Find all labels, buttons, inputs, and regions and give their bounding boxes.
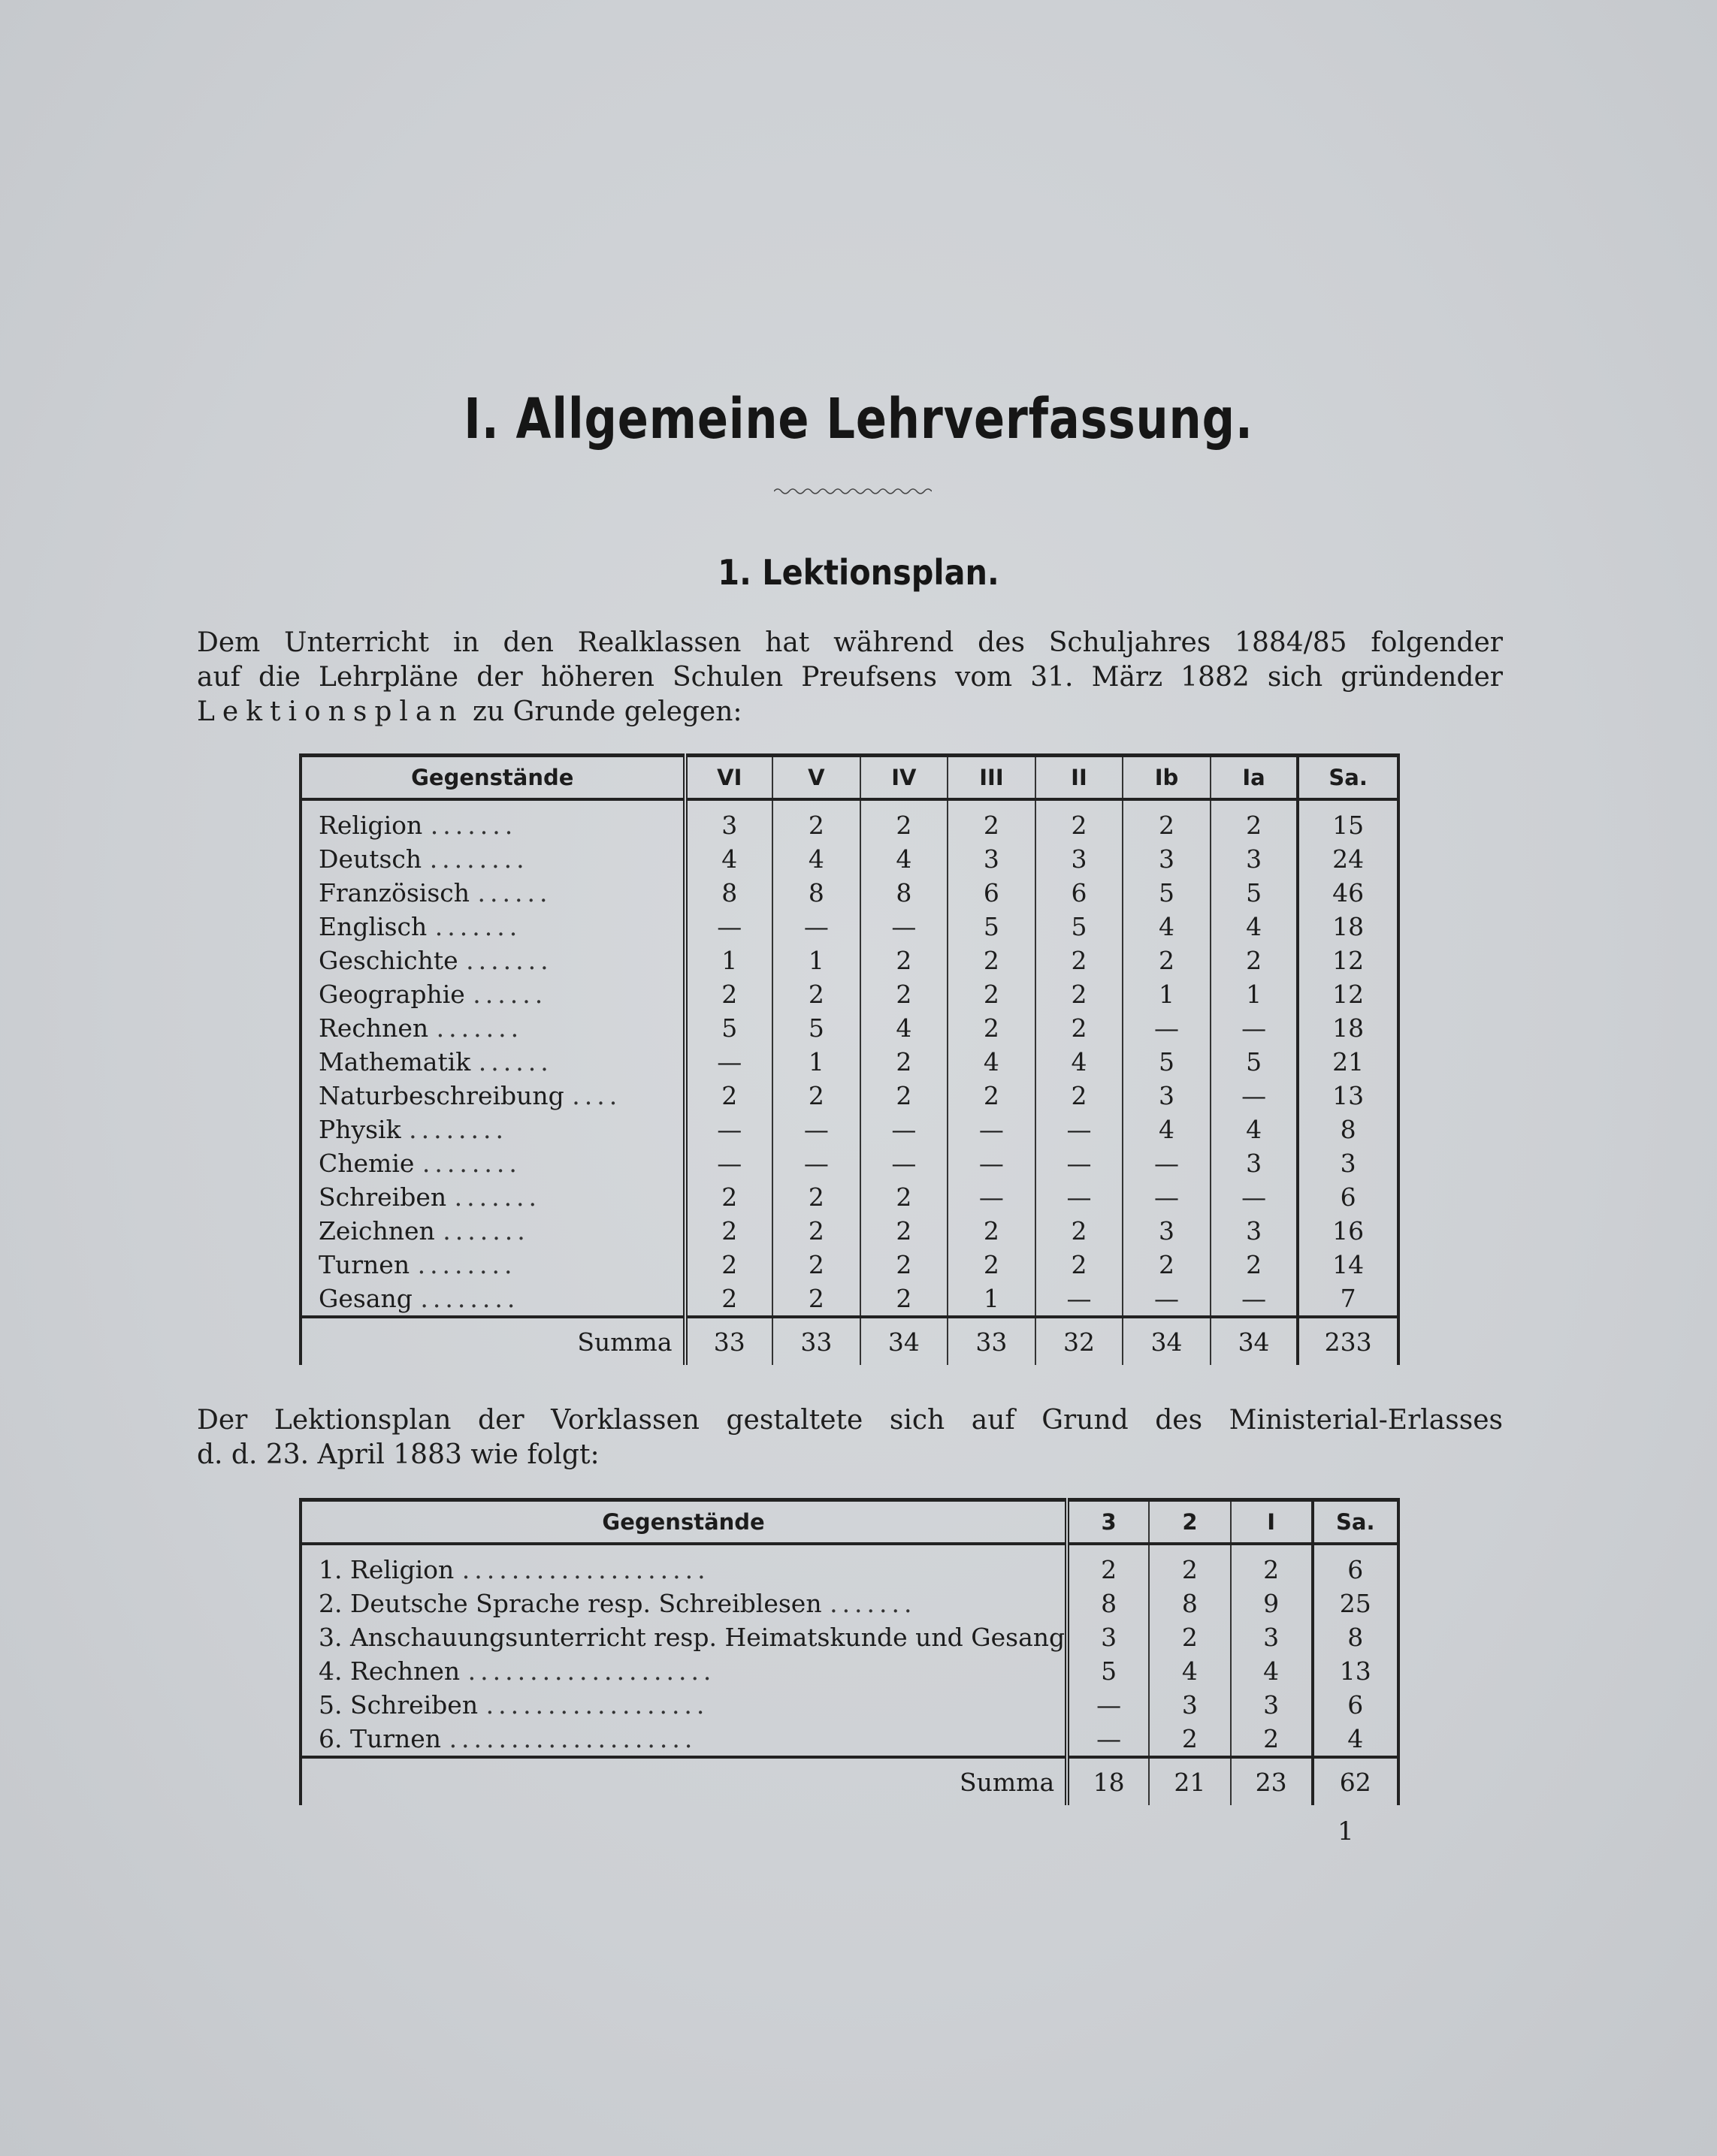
table1-subject-label: Deutsch <box>319 844 422 874</box>
table1-value-cell: 14 <box>1298 1248 1398 1282</box>
table2-row <box>301 1654 1398 1688</box>
table2-value-cell: 4 <box>1313 1722 1398 1757</box>
table1-value-cell: 5 <box>772 1011 860 1045</box>
table1-subject-label: Französisch <box>319 878 470 907</box>
table1-value-cell: — <box>1123 1011 1211 1045</box>
intro-line-1: Dem Unterricht in den Realklassen hat während des Schuljahres 1884/85 folgender <box>197 627 1503 658</box>
table2-header-3: 3 <box>1067 1500 1149 1545</box>
table1-subject-label: Turnen <box>319 1250 410 1279</box>
table2-value-cell: 8 <box>1149 1587 1231 1620</box>
table1-value-cell: 18 <box>1298 1011 1398 1045</box>
vorklassen-line-1: Der Lektionsplan der Vorklassen gestaltete sich auf Grund des Ministerial-Erlasses <box>197 1405 1503 1436</box>
table1-subject-cell <box>301 1180 685 1214</box>
table2-value-cell: 3 <box>1231 1688 1313 1722</box>
table2-sum-label: Summa <box>301 1757 1067 1805</box>
table1-sum-cell: 32 <box>1035 1317 1123 1365</box>
table1-header-v: V <box>772 756 860 800</box>
table2-value-cell: 2 <box>1067 1544 1149 1587</box>
table1-value-cell: 5 <box>1211 1045 1298 1079</box>
table1-value-cell: 2 <box>1211 944 1298 977</box>
table1-value-cell: 12 <box>1298 944 1398 977</box>
table1-value-cell: 1 <box>685 944 773 977</box>
table1-value-cell: 4 <box>1035 1045 1123 1079</box>
table1-sum-cell: 33 <box>685 1317 773 1365</box>
table2-row <box>301 1722 1398 1757</box>
table1-value-cell: 2 <box>1035 799 1123 842</box>
table1-value-cell: 2 <box>1035 944 1123 977</box>
table1-value-cell: — <box>1123 1180 1211 1214</box>
table1-value-cell: — <box>1035 1180 1123 1214</box>
table2-header-2: 2 <box>1149 1500 1231 1545</box>
table2-value-cell: 9 <box>1231 1587 1313 1620</box>
table2-value-cell: — <box>1067 1722 1149 1757</box>
table1-subject-cell <box>301 1282 685 1317</box>
table1-value-cell: 4 <box>948 1045 1035 1079</box>
vorklassen-table <box>299 1498 1400 1805</box>
table1-value-cell: 2 <box>948 977 1035 1011</box>
table1-value-cell: 5 <box>1211 876 1298 910</box>
table1-subject-label: Physik <box>319 1115 401 1144</box>
table1-value-cell: 2 <box>1035 1079 1123 1113</box>
table1-subject-label: Rechnen <box>319 1013 429 1043</box>
table1-subject-cell <box>301 1079 685 1113</box>
table1-sum-row <box>301 1317 1398 1365</box>
table1-row <box>301 944 1398 977</box>
table1-subject-label: Gesang <box>319 1284 413 1313</box>
table1-value-cell: 2 <box>860 1248 948 1282</box>
table1-value-cell: 2 <box>948 944 1035 977</box>
table1-value-cell: — <box>1123 1146 1211 1180</box>
page-number: 1 <box>1338 1816 1354 1846</box>
table1-value-cell: — <box>685 1045 773 1079</box>
table1-leader-dots: ...... <box>477 878 552 907</box>
table1-value-cell: 2 <box>1123 799 1211 842</box>
table2-value-cell: 4 <box>1231 1654 1313 1688</box>
table1-subject-label: Zeichnen <box>319 1216 435 1246</box>
vorklassen-line-2: d. d. 23. April 1883 wie folgt: <box>197 1439 600 1470</box>
table2-header-i: I <box>1231 1500 1313 1545</box>
table1-row <box>301 1045 1398 1079</box>
table1-value-cell: 2 <box>948 1214 1035 1248</box>
table1-row <box>301 1248 1398 1282</box>
table1-value-cell: 2 <box>1123 1248 1211 1282</box>
table1-value-cell: 3 <box>685 799 773 842</box>
table2-subject-label: 4. Rechnen <box>319 1656 461 1686</box>
table2-subject-label: 2. Deutsche Sprache resp. Schreiblesen <box>319 1589 822 1618</box>
table1-row <box>301 1146 1398 1180</box>
table1-sum-cell: 233 <box>1298 1317 1398 1365</box>
table1-value-cell: — <box>772 1113 860 1146</box>
table1-value-cell: 2 <box>948 1248 1035 1282</box>
table1-subject-label: Schreiben <box>319 1182 447 1212</box>
table1-value-cell: 2 <box>685 1282 773 1317</box>
table1-row <box>301 1011 1398 1045</box>
table1-leader-dots: ....... <box>443 1216 530 1246</box>
table1-value-cell: 4 <box>685 842 773 876</box>
table2-value-cell: 2 <box>1231 1722 1313 1757</box>
table2-subject-cell <box>301 1654 1067 1688</box>
table2-row <box>301 1544 1398 1587</box>
table1-value-cell: 1 <box>772 944 860 977</box>
table2-row <box>301 1688 1398 1722</box>
table1-row <box>301 876 1398 910</box>
table1-row <box>301 842 1398 876</box>
table2-value-cell: 2 <box>1231 1544 1313 1587</box>
table2-header-sum: Sa. <box>1313 1500 1398 1545</box>
table1-leader-dots: .... <box>572 1081 622 1110</box>
table1-value-cell: — <box>772 1146 860 1180</box>
table2-subject-cell <box>301 1587 1067 1620</box>
table1-value-cell: 2 <box>685 1180 773 1214</box>
table1-subject-label: Geschichte <box>319 946 458 975</box>
table1-value-cell: — <box>685 910 773 944</box>
table1-value-cell: — <box>1211 1282 1298 1317</box>
table1-leader-dots: ........ <box>420 1284 520 1313</box>
table1-value-cell: 2 <box>948 1079 1035 1113</box>
table2-subject-cell <box>301 1688 1067 1722</box>
page-title: I. Allgemeine Lehrverfassung. <box>464 387 1253 451</box>
table2-header-subject: Gegenstände <box>301 1500 1067 1545</box>
table1-leader-dots: ........ <box>409 1115 509 1144</box>
table2-leader-dots: ....... <box>830 1589 917 1618</box>
table1-header-sum: Sa. <box>1298 756 1398 800</box>
table1-value-cell: 3 <box>1211 842 1298 876</box>
table2-value-cell: 6 <box>1313 1688 1398 1722</box>
table1-value-cell: 18 <box>1298 910 1398 944</box>
table1-value-cell: 4 <box>1211 910 1298 944</box>
table1-value-cell: 2 <box>772 1214 860 1248</box>
table1-header-iv: IV <box>860 756 948 800</box>
table1-subject-label: Englisch <box>319 912 428 941</box>
table2-sum-cell: 21 <box>1149 1757 1231 1805</box>
table1-row <box>301 910 1398 944</box>
vorklassen-paragraph <box>197 1403 1503 1472</box>
table1-subject-cell <box>301 1011 685 1045</box>
table1-value-cell: 7 <box>1298 1282 1398 1317</box>
intro-line-3 <box>197 695 1503 729</box>
table1-value-cell: 5 <box>1035 910 1123 944</box>
table1-value-cell: 2 <box>860 1045 948 1079</box>
table1-value-cell: 8 <box>860 876 948 910</box>
section-subtitle: 1. Lektionsplan. <box>718 552 999 593</box>
table1-subject-label: Chemie <box>319 1149 415 1178</box>
table1-value-cell: 2 <box>860 977 948 1011</box>
table1-subject-cell <box>301 910 685 944</box>
table1-leader-dots: ........ <box>422 1149 521 1178</box>
table1-value-cell: — <box>1123 1282 1211 1317</box>
table1-value-cell: 2 <box>685 1079 773 1113</box>
table1-value-cell: 15 <box>1298 799 1398 842</box>
table2-sum-cell: 18 <box>1067 1757 1149 1805</box>
table1-value-cell: 3 <box>1123 1079 1211 1113</box>
table1-subject-cell <box>301 977 685 1011</box>
table1-row <box>301 1180 1398 1214</box>
table1-subject-label: Mathematik <box>319 1047 471 1076</box>
table2-value-cell: 4 <box>1149 1654 1231 1688</box>
table1-value-cell: 3 <box>1211 1146 1298 1180</box>
table1-subject-cell <box>301 1248 685 1282</box>
table1-header-ib: Ib <box>1123 756 1211 800</box>
table1-row <box>301 1214 1398 1248</box>
table1-value-cell: 2 <box>1035 1011 1123 1045</box>
table2-value-cell: 2 <box>1149 1544 1231 1587</box>
table1-value-cell: 4 <box>1123 1113 1211 1146</box>
table1-header-row <box>301 756 1398 800</box>
table1-value-cell: — <box>860 1146 948 1180</box>
table1-value-cell: 2 <box>772 799 860 842</box>
table2-value-cell: 3 <box>1231 1620 1313 1654</box>
table1-value-cell: 4 <box>772 842 860 876</box>
table2-subject-cell <box>301 1620 1067 1654</box>
table2-sum-cell: 23 <box>1231 1757 1313 1805</box>
table1-value-cell: — <box>860 910 948 944</box>
table1-header-ia: Ia <box>1211 756 1298 800</box>
table1-value-cell: 2 <box>1123 944 1211 977</box>
table1-row <box>301 1113 1398 1146</box>
table1-value-cell: 5 <box>685 1011 773 1045</box>
table1-leader-dots: ....... <box>430 811 518 840</box>
table1-subject-label: Geographie <box>319 980 465 1009</box>
table1-value-cell: 2 <box>1211 799 1298 842</box>
table1-value-cell: 1 <box>1211 977 1298 1011</box>
intro-line-2: auf die Lehrpläne der höheren Schulen Preufsens vom 31. März 1882 sich gründender <box>197 662 1503 693</box>
table1-subject-cell <box>301 876 685 910</box>
table1-value-cell: 2 <box>1035 1214 1123 1248</box>
table1-value-cell: — <box>685 1146 773 1180</box>
table1-value-cell: — <box>685 1113 773 1146</box>
table2-sum-row <box>301 1757 1398 1805</box>
table1-value-cell: 2 <box>772 1282 860 1317</box>
table2-leader-dots: .................. <box>485 1690 709 1720</box>
table1-subject-cell <box>301 842 685 876</box>
table1-sum-cell: 34 <box>1211 1317 1298 1365</box>
table1-row <box>301 977 1398 1011</box>
table1-value-cell: 2 <box>860 1079 948 1113</box>
table1-value-cell: — <box>1035 1282 1123 1317</box>
table1-value-cell: 2 <box>860 1180 948 1214</box>
table2-value-cell: 8 <box>1067 1587 1149 1620</box>
table1-sum-cell: 33 <box>948 1317 1035 1365</box>
table1-value-cell: 2 <box>860 944 948 977</box>
table2-value-cell: 8 <box>1313 1620 1398 1654</box>
table1-header-iii: III <box>948 756 1035 800</box>
table2-value-cell: 13 <box>1313 1654 1398 1688</box>
table2-subject-cell <box>301 1544 1067 1587</box>
table1-value-cell: 2 <box>860 1282 948 1317</box>
table1-value-cell: 2 <box>772 1079 860 1113</box>
lektionsplan-table <box>299 753 1400 1365</box>
table2-value-cell: 3 <box>1067 1620 1149 1654</box>
table2-value-cell: 2 <box>1149 1620 1231 1654</box>
table1-value-cell: 3 <box>1035 842 1123 876</box>
table1-value-cell: — <box>1035 1113 1123 1146</box>
table1-value-cell: 4 <box>1211 1113 1298 1146</box>
table1-value-cell: 3 <box>948 842 1035 876</box>
intro-line-3-rest: zu Grunde gelegen: <box>464 696 742 727</box>
table1-value-cell: 2 <box>948 1011 1035 1045</box>
table1-value-cell: 3 <box>1123 1214 1211 1248</box>
table1-leader-dots: ....... <box>454 1182 542 1212</box>
table1-value-cell: — <box>948 1180 1035 1214</box>
table1-value-cell: 1 <box>948 1282 1035 1317</box>
table1-value-cell: 8 <box>1298 1113 1398 1146</box>
table1-value-cell: 2 <box>860 799 948 842</box>
table2-subject-cell <box>301 1722 1067 1757</box>
table1-value-cell: 2 <box>860 1214 948 1248</box>
table1-value-cell: 3 <box>1123 842 1211 876</box>
table1-value-cell: — <box>1035 1146 1123 1180</box>
table1-row <box>301 799 1398 842</box>
table1-subject-label: Religion <box>319 811 423 840</box>
table2-leader-dots: .................... <box>467 1656 716 1686</box>
table2-leader-dots: .................... <box>461 1555 710 1584</box>
table1-sum-label: Summa <box>301 1317 685 1365</box>
table1-subject-cell <box>301 1113 685 1146</box>
table1-value-cell: 4 <box>860 842 948 876</box>
table1-sum-cell: 34 <box>860 1317 948 1365</box>
table2-row <box>301 1620 1398 1654</box>
table1-value-cell: 2 <box>772 977 860 1011</box>
table1-value-cell: 5 <box>948 910 1035 944</box>
table1-value-cell: 6 <box>948 876 1035 910</box>
table2-value-cell: 3 <box>1149 1688 1231 1722</box>
table1-value-cell: 1 <box>1123 977 1211 1011</box>
table1-header-vi: VI <box>685 756 773 800</box>
table1-header-subject: Gegenstände <box>301 756 685 800</box>
table1-sum-cell: 33 <box>772 1317 860 1365</box>
table1-value-cell: — <box>772 910 860 944</box>
table1-value-cell: — <box>948 1113 1035 1146</box>
table1-value-cell: — <box>1211 1079 1298 1113</box>
table2-value-cell: 25 <box>1313 1587 1398 1620</box>
lektionsplan-spaced: Lektionsplan <box>197 696 464 727</box>
table1-value-cell: — <box>948 1146 1035 1180</box>
table1-value-cell: 21 <box>1298 1045 1398 1079</box>
table1-leader-dots: ...... <box>473 980 548 1009</box>
table1-leader-dots: ....... <box>466 946 553 975</box>
table1-value-cell: 46 <box>1298 876 1398 910</box>
table2-value-cell: 6 <box>1313 1544 1398 1587</box>
table1-value-cell: 4 <box>1123 910 1211 944</box>
table1-value-cell: 5 <box>1123 876 1211 910</box>
table1-subject-cell <box>301 1146 685 1180</box>
table1-subject-cell <box>301 1045 685 1079</box>
table2-subject-label: 5. Schreiben <box>319 1690 479 1720</box>
table2-sum-cell: 62 <box>1313 1757 1398 1805</box>
intro-paragraph <box>197 626 1503 729</box>
title-ornament <box>774 487 932 496</box>
table2-leader-dots: .................... <box>449 1724 697 1753</box>
table1-value-cell: 12 <box>1298 977 1398 1011</box>
table1-subject-cell <box>301 944 685 977</box>
table1-value-cell: 2 <box>1035 1248 1123 1282</box>
table1-value-cell: 24 <box>1298 842 1398 876</box>
table1-value-cell: — <box>1211 1011 1298 1045</box>
table1-value-cell: 4 <box>860 1011 948 1045</box>
table1-value-cell: 13 <box>1298 1079 1398 1113</box>
table1-leader-dots: ....... <box>436 1013 524 1043</box>
table2-subject-label: 3. Anschauungsunterricht resp. Heimatskunde und Gesang <box>319 1623 1066 1652</box>
table1-value-cell: 5 <box>1123 1045 1211 1079</box>
table1-value-cell: 8 <box>772 876 860 910</box>
table1-value-cell: 2 <box>948 799 1035 842</box>
table1-leader-dots: ...... <box>478 1047 553 1076</box>
table2-value-cell: 2 <box>1149 1722 1231 1757</box>
table1-value-cell: 2 <box>1211 1248 1298 1282</box>
table1-value-cell: 2 <box>1035 977 1123 1011</box>
table1-value-cell: 2 <box>685 1214 773 1248</box>
table1-leader-dots: ........ <box>429 844 529 874</box>
table1-sum-cell: 34 <box>1123 1317 1211 1365</box>
table1-subject-cell <box>301 1214 685 1248</box>
table2-value-cell: — <box>1067 1688 1149 1722</box>
table1-value-cell: 3 <box>1298 1146 1398 1180</box>
table2-header-row <box>301 1500 1398 1545</box>
table1-leader-dots: ........ <box>417 1250 517 1279</box>
table1-value-cell: 2 <box>772 1180 860 1214</box>
table1-value-cell: 2 <box>772 1248 860 1282</box>
table1-row <box>301 1282 1398 1317</box>
table1-value-cell: — <box>1211 1180 1298 1214</box>
table1-subject-cell <box>301 799 685 842</box>
table1-value-cell: 8 <box>685 876 773 910</box>
table2-value-cell: 5 <box>1067 1654 1149 1688</box>
table1-row <box>301 1079 1398 1113</box>
table2-row <box>301 1587 1398 1620</box>
table1-header-ii: II <box>1035 756 1123 800</box>
table1-value-cell: 6 <box>1298 1180 1398 1214</box>
table1-value-cell: 16 <box>1298 1214 1398 1248</box>
table1-value-cell: — <box>860 1113 948 1146</box>
table1-leader-dots: ....... <box>434 912 522 941</box>
table1-subject-label: Naturbeschreibung <box>319 1081 564 1110</box>
table1-value-cell: 2 <box>685 977 773 1011</box>
table1-value-cell: 1 <box>772 1045 860 1079</box>
table2-subject-label: 1. Religion <box>319 1555 455 1584</box>
table1-value-cell: 6 <box>1035 876 1123 910</box>
table1-value-cell: 3 <box>1211 1214 1298 1248</box>
table1-value-cell: 2 <box>685 1248 773 1282</box>
table2-subject-label: 6. Turnen <box>319 1724 442 1753</box>
